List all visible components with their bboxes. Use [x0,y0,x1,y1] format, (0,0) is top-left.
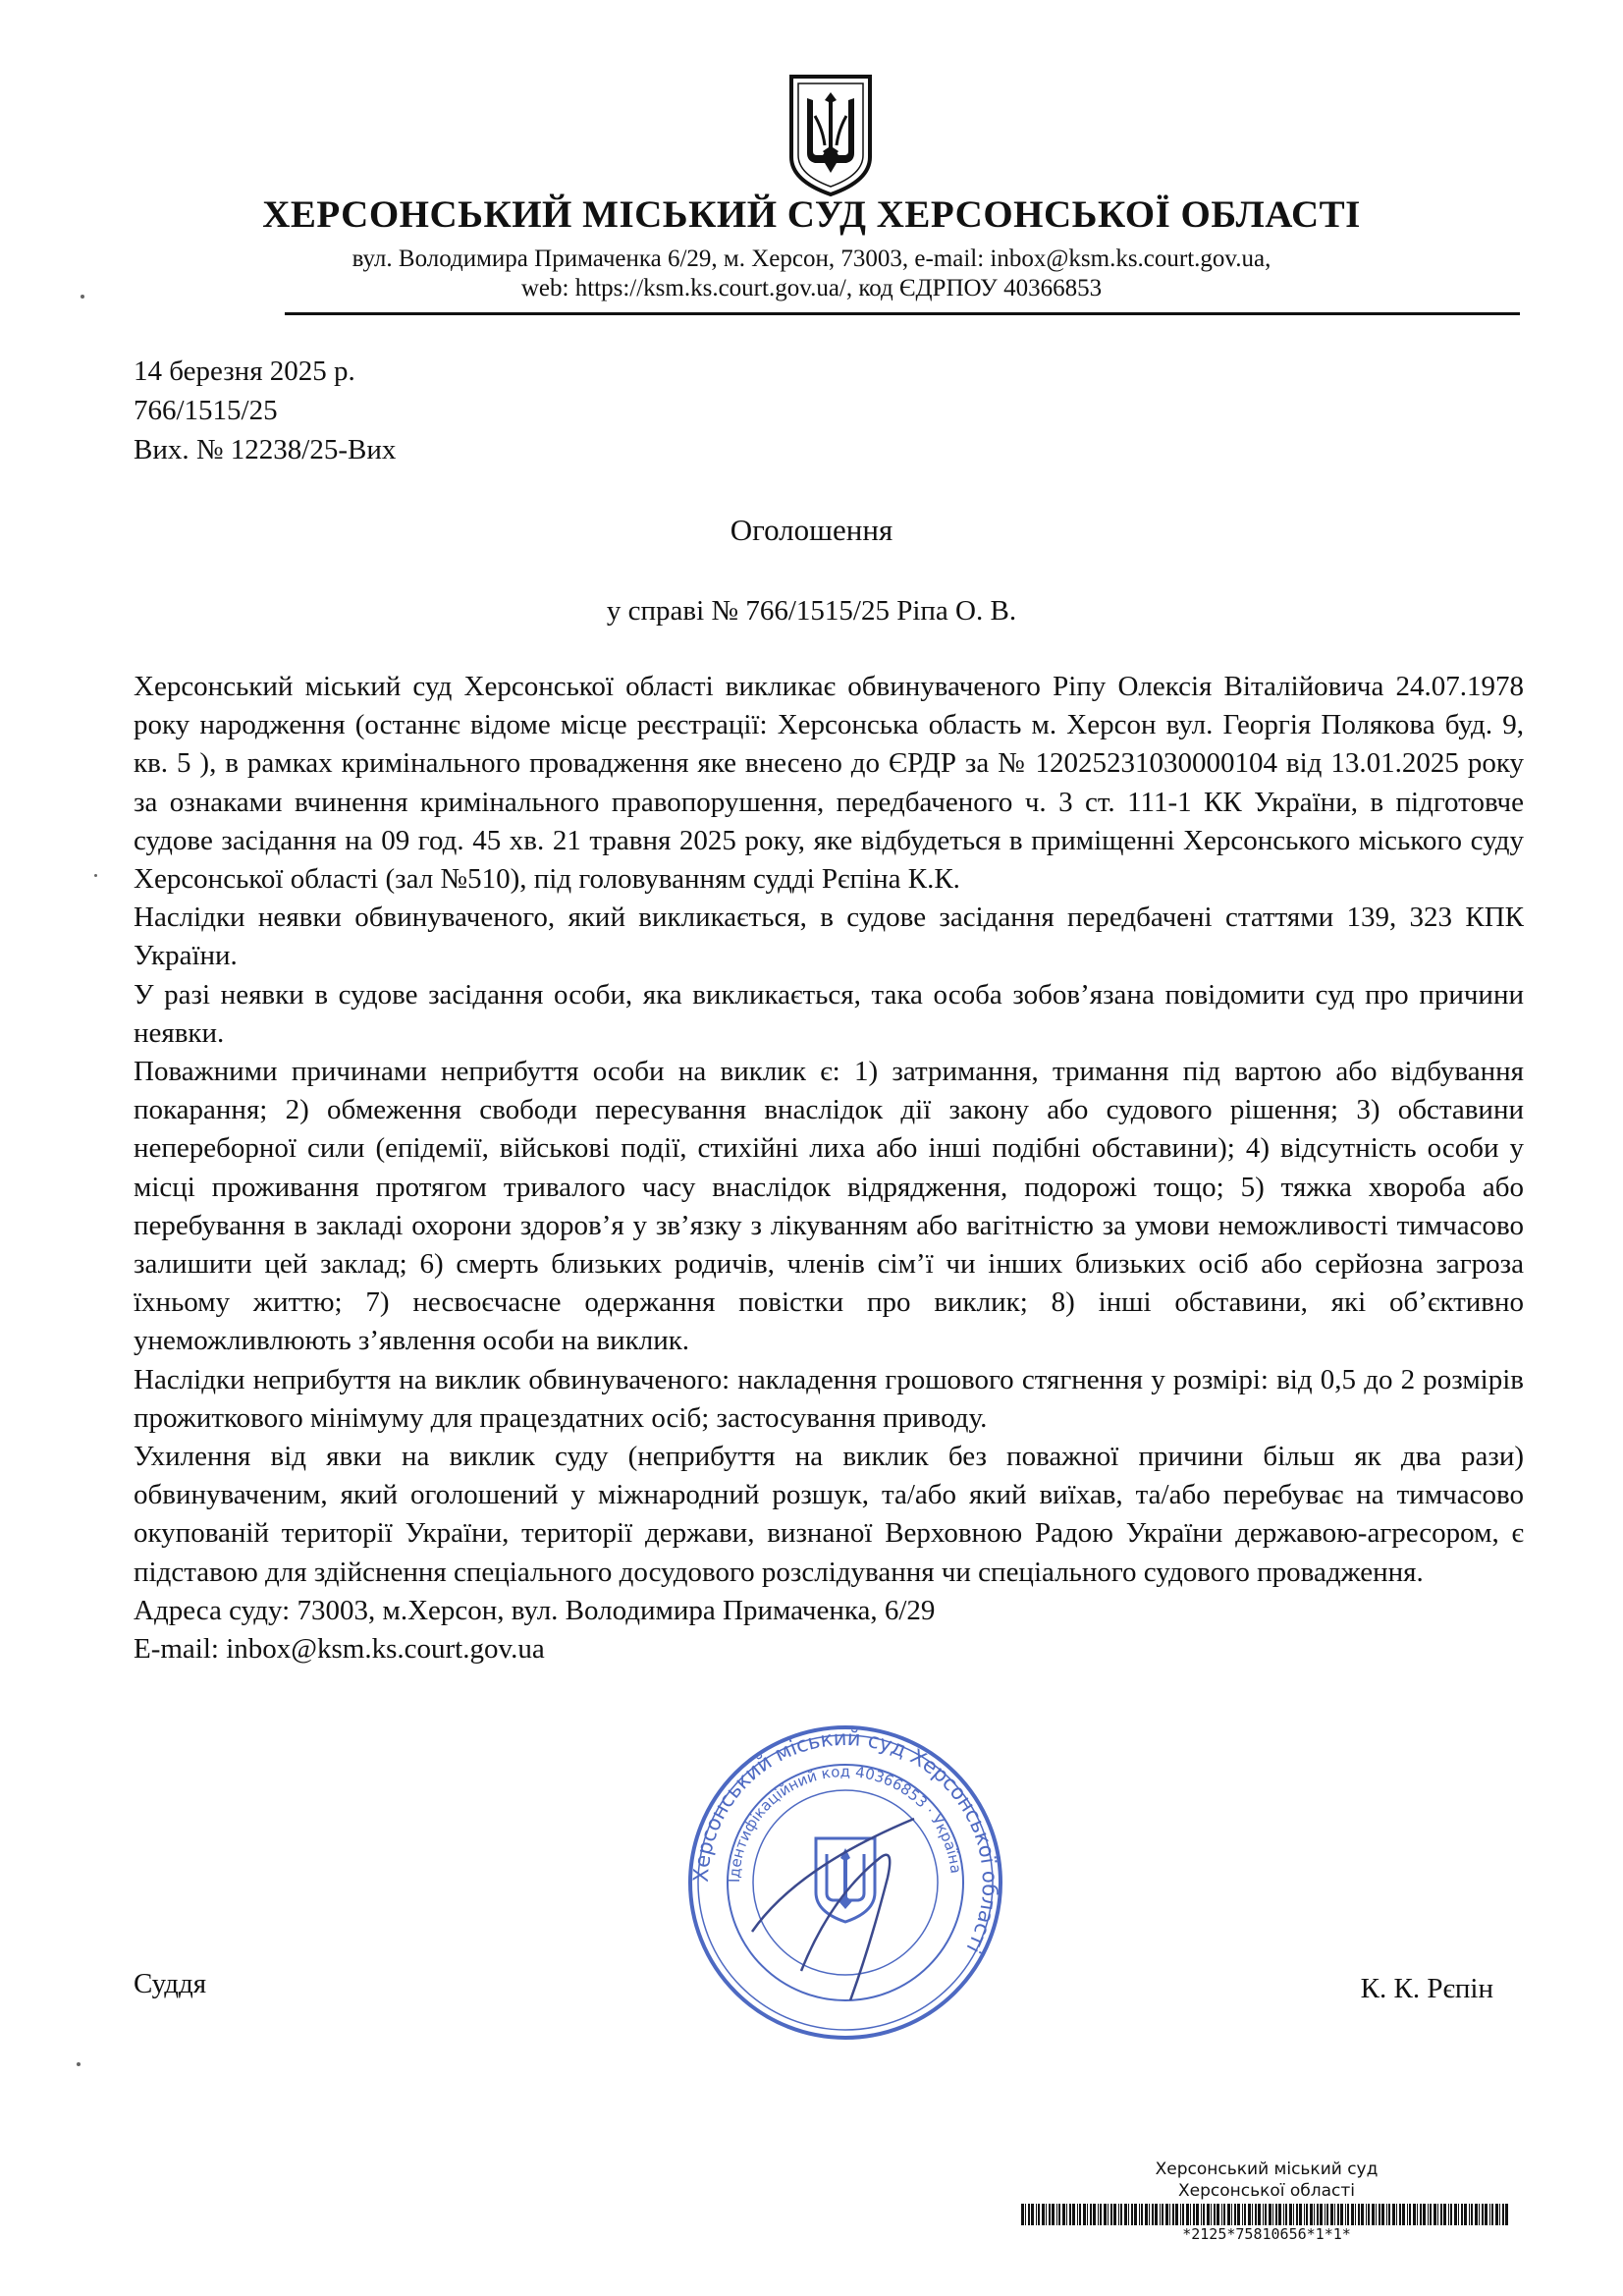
barcode-bar [1093,2204,1096,2225]
barcode-bar [1160,2204,1161,2225]
barcode-bar [1042,2204,1045,2225]
barcode-bar [1430,2204,1432,2225]
barcode-bar [1231,2204,1232,2225]
barcode-bar [1242,2204,1243,2225]
barcode-bar [1244,2204,1246,2225]
barcode-bar [1428,2204,1429,2225]
document-subtitle: у справі № 766/1515/25 Ріпа О. В. [606,595,1017,627]
barcode-footer [1021,2159,1512,2243]
barcode-bar [1162,2204,1163,2225]
barcode-bar [1326,2204,1328,2225]
barcode-bar [1098,2204,1099,2225]
barcode-bar [1255,2204,1257,2225]
barcode-bar [1489,2204,1490,2225]
barcode-bar [1283,2204,1284,2225]
barcode-bar [1392,2204,1395,2225]
barcode-bar [1104,2204,1107,2225]
barcode-bar [1278,2204,1281,2225]
barcode-bar [1172,2204,1174,2225]
barcode-bar [1417,2204,1418,2225]
barcode-bar [1193,2204,1195,2225]
barcode-bar [1211,2204,1212,2225]
barcode-bar [1464,2204,1467,2225]
barcode-bar [1031,2204,1034,2225]
barcode-bar [1475,2204,1478,2225]
barcode-bar [1495,2204,1498,2225]
barcode-bar [1505,2204,1508,2225]
document-date: 14 березня 2025 р. [134,355,355,387]
court-name-heading: ХЕРСОНСЬКИЙ МІСЬКИЙ СУД ХЕРСОНСЬКОЇ ОБЛАСТІ [262,193,1361,236]
barcode-bar [1139,2204,1140,2225]
barcode-bar [1269,2204,1271,2225]
barcode-bar [1021,2204,1024,2225]
barcode-bar [1443,2204,1446,2225]
scan-speck [77,2062,81,2066]
scan-speck [81,295,84,299]
barcode-bar [1434,2204,1436,2225]
barcode-bar [1072,2204,1075,2225]
barcode-bar [1036,2204,1037,2225]
barcode-bar [1077,2204,1078,2225]
barcode-bar [1248,2204,1251,2225]
barcode-bar [1049,2204,1051,2225]
court-address-line: вул. Володимира Примаченка 6/29, м. Херсон, 73003, e-mail: inbox@ksm.ks.court.gov.ua, [352,246,1271,272]
court-round-seal-icon [683,1721,1007,2045]
barcode-bar [1152,2204,1154,2225]
barcode-bar [1190,2204,1191,2225]
barcode-bar [1182,2204,1184,2225]
tryzub-coat-of-arms-icon [785,71,876,198]
barcode-bar [1437,2204,1438,2225]
barcode-bar [1361,2204,1364,2225]
barcode-bar [1376,2204,1377,2225]
barcode-bar [1066,2204,1067,2225]
document-title: Оголошення [730,513,893,547]
body-paragraph-valid-reasons: Поважними причинами неприбуття особи на виклик є: 1) затримання, тримання під вартою або відбування покарання; 2) обмеження свободи пересування внаслідок дії закону або судового рішення; 3) обставини непереборної сили (епідемії, військові події, стихійні лиха або інші подібні обставини); 4) відсутність особи у місці проживання протягом тривалого часу внаслідок відрядження, подорожі тощо; 5) тяжка хвороба або перебування в закладі охорони здоров’я у зв’язку з лікуванням або вагітністю за умови неможливості тимчасово залишити цей заклад; 6) смерть близьких родичів, членів сім’ї чи інших близьких осіб або серйозна загроза їхньому життю; 7) несвоєчасне одержання повістки про виклик; 8) інші обставини, які об’єктивно унеможливлюють з’явлення особи на виклик. [134,1056,1524,1357]
body-paragraph-consequences: Наслідки неявки обвинуваченого, який викликається, в судове засідання передбачені статтями 139, 323 КПК України. [134,902,1524,972]
barcode-bar [1149,2204,1150,2225]
barcode-bar [1090,2204,1092,2225]
outgoing-number: Вих. № 12238/25-Вих [134,434,397,465]
barcode-bar [1265,2204,1267,2225]
body-paragraph-notify: У разі неявки в судове засідання особи, яка викликається, така особа зобов’язана повідомити суд про причини неявки. [134,978,1524,1049]
barcode-bar [1110,2204,1112,2225]
barcode-bar [1186,2204,1189,2225]
barcode-bar [1396,2204,1397,2225]
barcode-bar [1113,2204,1116,2225]
barcode-bar [1285,2204,1287,2225]
barcode-bar [1306,2204,1308,2225]
barcode-bar [1440,2204,1442,2225]
barcode-bar [1407,2204,1408,2225]
barcode-bar [1502,2204,1504,2225]
barcode-bar [1223,2204,1225,2225]
court-address: Адреса суду: 73003, м.Херсон, вул. Володимира Примаченка, 6/29 [134,1594,936,1626]
barcode-bar [1409,2204,1411,2225]
barcode-bar [1491,2204,1493,2225]
barcode-bar [1314,2204,1315,2225]
barcode-bar [1217,2204,1219,2225]
barcode-bar [1028,2204,1030,2225]
barcode-bar [1056,2204,1057,2225]
barcode-bar [1141,2204,1143,2225]
barcode-bar [1345,2204,1346,2225]
barcode-bar [1469,2204,1470,2225]
barcode-bar [1458,2204,1459,2225]
barcode-bar [1289,2204,1292,2225]
barcode-bar [1165,2204,1168,2225]
barcode-bar [1402,2204,1405,2225]
barcode-bar [1134,2204,1137,2225]
barcode-bar [1334,2204,1335,2225]
body-paragraph-penalties: Наслідки неприбуття на виклик обвинуваченого: накладення грошового стягнення у розмірі: від 0,5 до 2 розмірів прожиткового мінімуму для працездатних осіб; застосування приводу. [134,1363,1524,1434]
barcode-bar [1330,2204,1333,2225]
barcode-icon [1021,2204,1512,2225]
barcode-bar [1108,2204,1109,2225]
seal-inner-text: Ідентифікаційний код 40366853 · Україна [725,1762,965,1884]
barcode-bar [1196,2204,1199,2225]
footer-court-name: Херсонський міський суд [1155,2159,1379,2179]
barcode-bar [1482,2204,1484,2225]
barcode-bar [1413,2204,1416,2225]
barcode-bar [1155,2204,1158,2225]
barcode-bar [1381,2204,1384,2225]
barcode-bar [1058,2204,1060,2225]
barcode-bar [1046,2204,1047,2225]
barcode-bar [1120,2204,1122,2225]
barcode-bar [1227,2204,1230,2225]
barcode-bar [1175,2204,1178,2225]
barcode-bar [1355,2204,1356,2225]
barcode-bar [1485,2204,1488,2225]
barcode-bar [1275,2204,1277,2225]
body-paragraph-summons: Херсонський міський суд Херсонської області викликає обвинуваченого Ріпу Олексія Віталійовича 24.07.1978 року народження (останнє відоме місце реєстрації: Херсонська область м. Херсон вул. Георгія Полякова буд. 9, кв. 5 ), в рамках кримінального провадження яке внесено до ЄРДР за № 12025231030000104 від 13.01.2025 року за ознаками вчинення кримінального правопорушення, передбаченого ч. 3 ст. 111-1 КК України, в підготовче судове засідання на 09 год. 45 хв. 21 травня 2025 року, яке відбудеться в приміщенні Херсонського міського суду Херсонської області (зал №510), під головуванням судді Рєпіна К.К. [134,671,1524,896]
announcement-body [134,668,1524,1668]
barcode-bar [1221,2204,1222,2225]
barcode-bar [1337,2204,1339,2225]
barcode-bar [1258,2204,1261,2225]
barcode-bar [1296,2204,1298,2225]
barcode-bar [1087,2204,1088,2225]
barcode-bar [1214,2204,1216,2225]
scan-speck [94,874,97,877]
footer-court-region: Херсонської області [1177,2181,1356,2201]
case-number: 766/1515/25 [134,395,278,426]
barcode-bar [1145,2204,1148,2225]
barcode-bar [1025,2204,1026,2225]
barcode-bar [1454,2204,1457,2225]
signer-name: К. К. Рєпін [1360,1973,1493,2004]
barcode-number: *2125*75810656*1*1* [1182,2225,1351,2243]
barcode-bar [1310,2204,1313,2225]
barcode-bar [1388,2204,1390,2225]
barcode-bar [1366,2204,1367,2225]
barcode-bar [1399,2204,1401,2225]
barcode-bar [1386,2204,1387,2225]
barcode-bar [1263,2204,1264,2225]
barcode-bar [1461,2204,1463,2225]
barcode-bar [1180,2204,1181,2225]
barcode-bar [1423,2204,1426,2225]
barcode-bar [1100,2204,1102,2225]
barcode-bar [1124,2204,1127,2225]
barcode-bar [1347,2204,1349,2225]
barcode-bar [1038,2204,1040,2225]
barcode-bar [1372,2204,1375,2225]
barcode-bar [1272,2204,1273,2225]
barcode-bar [1131,2204,1133,2225]
barcode-bar [1420,2204,1422,2225]
barcode-bar [1317,2204,1319,2225]
barcode-bar [1169,2204,1170,2225]
barcode-bar [1062,2204,1065,2225]
barcode-bar [1471,2204,1473,2225]
court-email: E-mail: inbox@ksm.ks.court.gov.ua [134,1633,545,1666]
barcode-bar [1079,2204,1081,2225]
barcode-bar [1358,2204,1360,2225]
barcode-bar [1293,2204,1294,2225]
barcode-bar [1052,2204,1055,2225]
barcode-bar [1351,2204,1354,2225]
barcode-bar [1252,2204,1253,2225]
barcode-bar [1320,2204,1323,2225]
barcode-bar [1118,2204,1119,2225]
barcode-bar [1069,2204,1071,2225]
barcode-bar [1299,2204,1302,2225]
barcode-bar [1499,2204,1500,2225]
barcode-bar [1448,2204,1449,2225]
barcode-bar [1128,2204,1129,2225]
barcode-bar [1083,2204,1086,2225]
body-paragraph-special-proceedings: Ухилення від явки на виклик суду (неприбуття на виклик без поважної причини більш як два рази) обвинуваченим, який оголошений у міжнародний розшук, та/або який виїхав, та/або перебуває на тимчасово окупованій території України, території держави, визнаної Верховною Радою України державою-агресором, є підставою для здійснення спеціального досудового розслідування чи спеціального судового провадження. [134,1441,1524,1588]
barcode-bar [1340,2204,1343,2225]
header-divider [285,312,1520,315]
signer-title: Суддя [134,1968,207,1999]
barcode-bar [1234,2204,1236,2225]
barcode-bar [1207,2204,1210,2225]
barcode-bar [1237,2204,1240,2225]
barcode-bar [1379,2204,1380,2225]
barcode-bar [1203,2204,1205,2225]
barcode-bar [1304,2204,1305,2225]
seal-outer-text: Херсонський міський суд Херсонської області [688,1725,1002,1957]
barcode-bar [1201,2204,1202,2225]
barcode-bar [1479,2204,1480,2225]
barcode-bar [1368,2204,1370,2225]
barcode-bar [1450,2204,1452,2225]
court-web-line: web: https://ksm.ks.court.gov.ua/, код ЄДРПОУ 40366853 [520,275,1103,301]
